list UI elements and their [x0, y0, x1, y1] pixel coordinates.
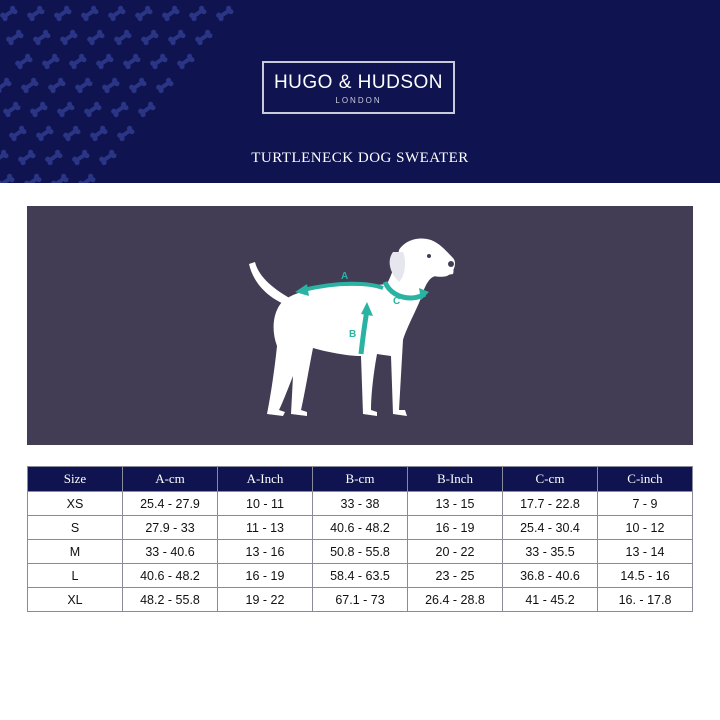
dog-bone-icon [122, 53, 141, 70]
table-row [28, 588, 693, 612]
dog-bone-icon [101, 77, 120, 94]
dog-bone-icon [128, 77, 147, 94]
dog-bone-icon [8, 125, 27, 142]
dog-bone-icon [0, 77, 13, 94]
header-banner [0, 0, 720, 183]
measurement-cell: 14.5 - 16 [598, 564, 693, 588]
dog-bone-icon [5, 29, 24, 46]
measurement-cell: 19 - 22 [218, 588, 313, 612]
dog-bone-icon [107, 5, 126, 22]
measurement-cell: 33 - 40.6 [123, 540, 218, 564]
product-title: TURTLENECK DOG SWEATER [251, 150, 469, 166]
dog-bone-icon [155, 77, 174, 94]
dog-bone-icon [0, 5, 19, 22]
column-header: C-inch [598, 467, 693, 492]
table-row [28, 516, 693, 540]
dog-bone-icon [140, 29, 159, 46]
measurement-cell: 36.8 - 40.6 [503, 564, 598, 588]
label-b: B [349, 329, 357, 340]
dog-bone-icon [62, 125, 81, 142]
dog-bone-icon [194, 29, 213, 46]
dog-bone-icon [14, 53, 33, 70]
dog-bone-icon [80, 5, 99, 22]
dog-bone-icon [95, 53, 114, 70]
measurement-cell: 58.4 - 63.5 [313, 564, 408, 588]
dog-bone-icon [59, 29, 78, 46]
measurement-cell: 41 - 45.2 [503, 588, 598, 612]
column-header: A-Inch [218, 467, 313, 492]
dog-bone-icon [2, 101, 21, 118]
brand-name: HUGO & HUDSON [273, 72, 444, 93]
dog-bone-icon [137, 101, 156, 118]
measurement-cell: 13 - 14 [598, 540, 693, 564]
measurement-cell: 20 - 22 [408, 540, 503, 564]
column-header: C-cm [503, 467, 598, 492]
dog-bone-icon [32, 29, 51, 46]
label-a: A [341, 271, 349, 282]
dog-bone-icon [188, 5, 207, 22]
brand-location: LONDON [335, 96, 382, 105]
dog-bone-icon [110, 101, 129, 118]
measurement-cell: 16. - 17.8 [598, 588, 693, 612]
column-header: B-Inch [408, 467, 503, 492]
measurement-cell: 23 - 25 [408, 564, 503, 588]
table-row [28, 492, 693, 516]
label-c: C [393, 296, 401, 307]
size-cell: XS [28, 492, 123, 516]
dog-bone-icon [0, 173, 16, 183]
dog-bone-icon [20, 77, 39, 94]
size-cell: S [28, 516, 123, 540]
dog-bone-icon [161, 5, 180, 22]
dog-silhouette-icon [27, 206, 693, 445]
dog-bone-icon [74, 77, 93, 94]
measurement-cell: 25.4 - 27.9 [123, 492, 218, 516]
measurement-cell: 11 - 13 [218, 516, 313, 540]
measurement-cell: 50.8 - 55.8 [313, 540, 408, 564]
column-header: A-cm [123, 467, 218, 492]
dog-bone-icon [29, 101, 48, 118]
measurement-cell: 40.6 - 48.2 [313, 516, 408, 540]
dog-bone-icon [50, 173, 69, 183]
measurement-cell: 13 - 16 [218, 540, 313, 564]
size-cell: L [28, 564, 123, 588]
dog-bone-icon [41, 53, 60, 70]
measurement-cell: 33 - 38 [313, 492, 408, 516]
dog-bone-icon [83, 101, 102, 118]
dog-bone-icon [56, 101, 75, 118]
table-row [28, 540, 693, 564]
dog-bone-icon [68, 53, 87, 70]
measurement-diagram [27, 206, 693, 445]
dog-bone-icon [47, 77, 66, 94]
brand-logo [262, 61, 455, 114]
dog-bone-icon [86, 29, 105, 46]
table-row [28, 564, 693, 588]
table-header-row [28, 467, 693, 492]
dog-bone-icon [149, 53, 168, 70]
column-header: Size [28, 467, 123, 492]
dog-bone-icon [116, 125, 135, 142]
measurement-cell: 16 - 19 [218, 564, 313, 588]
dog-bone-icon [113, 29, 132, 46]
measurement-cell: 17.7 - 22.8 [503, 492, 598, 516]
measurement-cell: 25.4 - 30.4 [503, 516, 598, 540]
measurement-cell: 26.4 - 28.8 [408, 588, 503, 612]
dog-bone-icon [167, 29, 186, 46]
measurement-cell: 13 - 15 [408, 492, 503, 516]
column-header: B-cm [313, 467, 408, 492]
measurement-cell: 10 - 11 [218, 492, 313, 516]
dog-bone-icon [215, 5, 234, 22]
dog-bone-icon [134, 5, 153, 22]
size-cell: XL [28, 588, 123, 612]
measurement-cell: 7 - 9 [598, 492, 693, 516]
dog-bone-icon [77, 173, 96, 183]
measurement-cell: 67.1 - 73 [313, 588, 408, 612]
measurement-cell: 16 - 19 [408, 516, 503, 540]
measurement-cell: 40.6 - 48.2 [123, 564, 218, 588]
dog-bone-icon [176, 53, 195, 70]
dog-bone-icon [35, 125, 54, 142]
measurement-cell: 27.9 - 33 [123, 516, 218, 540]
size-chart-table [27, 466, 693, 612]
size-cell: M [28, 540, 123, 564]
dog-bone-icon [26, 5, 45, 22]
measurement-cell: 48.2 - 55.8 [123, 588, 218, 612]
dog-bone-icon [53, 5, 72, 22]
dog-bone-icon [89, 125, 108, 142]
measurement-cell: 10 - 12 [598, 516, 693, 540]
dog-bone-icon [23, 173, 42, 183]
measurement-cell: 33 - 35.5 [503, 540, 598, 564]
